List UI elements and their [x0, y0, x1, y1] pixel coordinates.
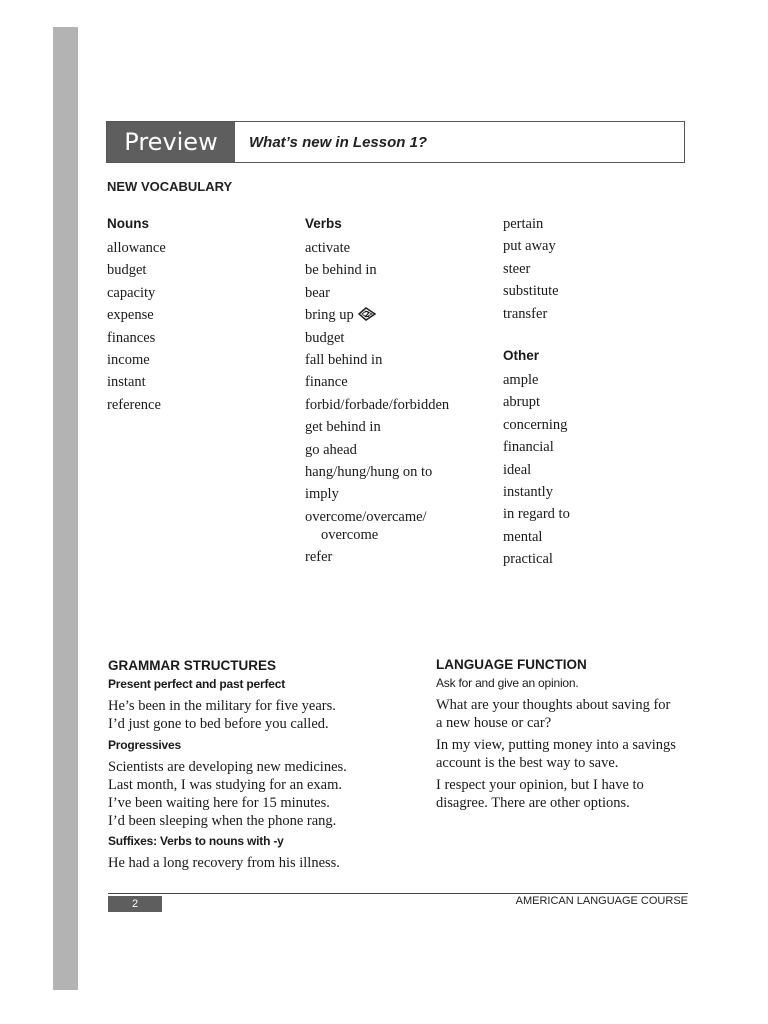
- grammar-example: Scientists are developing new medicines.: [108, 759, 347, 775]
- verb-item: put away: [503, 238, 556, 255]
- other-item: financial: [503, 439, 554, 456]
- grammar-example: Last month, I was studying for an exam.: [108, 777, 342, 793]
- verb-item: [305, 304, 449, 326]
- grammar-example: He’s been in the military for five years.: [108, 698, 336, 714]
- verbs-continued-column: [503, 213, 570, 570]
- page-number: 2: [108, 896, 162, 912]
- other-heading: Other: [503, 347, 540, 363]
- preview-label: Preview: [107, 122, 235, 162]
- verb-item: hang/hung/hung on to: [305, 463, 433, 480]
- noun-item: finances: [107, 329, 156, 346]
- verb-item: pertain: [503, 216, 544, 232]
- noun-item: capacity: [107, 284, 156, 301]
- course-name: AMERICAN LANGUAGE COURSE: [515, 895, 688, 907]
- verbs-column: [305, 215, 449, 568]
- language-function-paragraph: In my view, putting money into a savings account is the best way to save.: [436, 737, 676, 771]
- noun-item: instant: [107, 374, 146, 391]
- grammar-example: I’ve been waiting here for 15 minutes.: [108, 795, 330, 811]
- lesson-title: What’s new in Lesson 1?: [249, 134, 428, 151]
- other-item: practical: [503, 551, 553, 568]
- nouns-column: [107, 215, 166, 416]
- vocabulary-title: NEW VOCABULARY: [107, 179, 233, 194]
- verb-item: steer: [503, 260, 531, 277]
- noun-item: budget: [107, 262, 147, 279]
- verb-label-continued: overcome: [321, 526, 379, 543]
- verb-label: overcome/overcame/: [305, 508, 427, 525]
- verb-item: budget: [305, 329, 345, 346]
- language-function-section: [436, 657, 676, 812]
- verb-item: [305, 506, 449, 546]
- other-item: abrupt: [503, 394, 541, 411]
- footer-rule: [108, 893, 688, 894]
- verb-item: transfer: [503, 305, 548, 322]
- grammar-example: I’d been sleeping when the phone rang.: [108, 813, 337, 829]
- audio-cd-icon: [358, 306, 376, 320]
- verb-item: substitute: [503, 283, 559, 300]
- other-item: concerning: [503, 416, 568, 433]
- language-function-paragraph: I respect your opinion, but I have to disagree. There are other options.: [436, 777, 644, 811]
- verb-item: imply: [305, 486, 339, 503]
- noun-item: expense: [107, 307, 154, 324]
- grammar-subheading: Present perfect and past perfect: [108, 677, 285, 691]
- verb-item: be behind in: [305, 262, 377, 279]
- verbs-heading: Verbs: [305, 216, 342, 231]
- grammar-example: I’d just gone to bed before you called.: [108, 716, 329, 732]
- nouns-heading: Nouns: [107, 216, 149, 231]
- verb-item: refer: [305, 548, 333, 565]
- verb-item: forbid/forbade/forbidden: [305, 396, 450, 413]
- lesson-header: [106, 121, 685, 163]
- verb-label: bring up: [305, 307, 354, 324]
- language-function-title: LANGUAGE FUNCTION: [436, 657, 587, 672]
- noun-item: income: [107, 351, 150, 368]
- grammar-section: [108, 658, 408, 872]
- verb-item: bear: [305, 284, 330, 301]
- other-item: ideal: [503, 461, 532, 478]
- other-item: in regard to: [503, 506, 570, 523]
- other-item: instantly: [503, 483, 553, 500]
- page-binding-margin: [53, 27, 78, 990]
- verb-item: finance: [305, 374, 348, 391]
- audio-marker-number: 2: [363, 310, 370, 320]
- verb-item: activate: [305, 240, 351, 256]
- grammar-title: GRAMMAR STRUCTURES: [108, 658, 276, 673]
- other-item: ample: [503, 371, 539, 388]
- other-item: mental: [503, 528, 543, 545]
- noun-item: allowance: [107, 240, 166, 256]
- verb-item: get behind in: [305, 419, 381, 436]
- language-function-heading: Ask for and give an opinion.: [436, 676, 579, 690]
- noun-item: reference: [107, 396, 161, 413]
- verb-item: go ahead: [305, 441, 357, 458]
- grammar-example: He had a long recovery from his illness.: [108, 855, 340, 871]
- grammar-subheading: Suffixes: Verbs to nouns with -y: [108, 834, 284, 848]
- grammar-subheading: Progressives: [108, 738, 181, 752]
- verb-item: fall behind in: [305, 351, 383, 368]
- language-function-paragraph: What are your thoughts about saving for a new house or car?: [436, 697, 671, 731]
